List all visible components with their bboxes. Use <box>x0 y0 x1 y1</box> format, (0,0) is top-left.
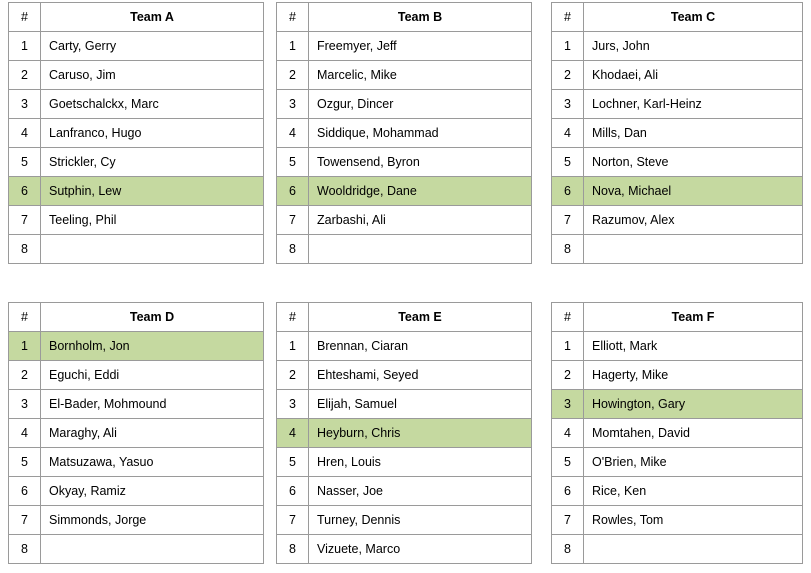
player-number: 2 <box>9 361 41 390</box>
table-row <box>9 119 264 148</box>
column-header-number: # <box>552 303 584 332</box>
table-row <box>9 477 264 506</box>
player-number: 1 <box>552 332 584 361</box>
player-number: 4 <box>277 419 309 448</box>
player-name: Caruso, Jim <box>41 61 264 90</box>
player-name: Carty, Gerry <box>41 32 264 61</box>
table-row <box>277 32 532 61</box>
player-name <box>584 235 803 264</box>
player-number: 4 <box>552 419 584 448</box>
player-name: Mills, Dan <box>584 119 803 148</box>
player-name: Eguchi, Eddi <box>41 361 264 390</box>
column-header-number: # <box>277 303 309 332</box>
player-number: 8 <box>9 535 41 564</box>
table-row <box>277 535 532 564</box>
table-row <box>277 448 532 477</box>
player-number: 3 <box>277 90 309 119</box>
player-number: 3 <box>9 390 41 419</box>
table-row <box>9 506 264 535</box>
player-name: Elijah, Samuel <box>309 390 532 419</box>
table-row <box>552 148 803 177</box>
player-number: 7 <box>552 206 584 235</box>
table-row <box>552 506 803 535</box>
player-name: Nasser, Joe <box>309 477 532 506</box>
table-row <box>9 90 264 119</box>
player-name: Ozgur, Dincer <box>309 90 532 119</box>
column-header-team-name: Team F <box>584 303 803 332</box>
player-name: Howington, Gary <box>584 390 803 419</box>
table-row <box>277 390 532 419</box>
player-name: Matsuzawa, Yasuo <box>41 448 264 477</box>
table-row <box>9 390 264 419</box>
player-name: Lochner, Karl-Heinz <box>584 90 803 119</box>
player-name: Khodaei, Ali <box>584 61 803 90</box>
team-table-team-b <box>276 2 532 264</box>
player-number: 5 <box>552 148 584 177</box>
player-name: Razumov, Alex <box>584 206 803 235</box>
table-row <box>9 177 264 206</box>
table-header-row <box>9 3 264 32</box>
table-row <box>9 361 264 390</box>
player-number: 6 <box>552 177 584 206</box>
player-number: 6 <box>277 477 309 506</box>
player-number: 7 <box>9 506 41 535</box>
table-row <box>552 477 803 506</box>
table-header-row <box>277 3 532 32</box>
player-name: Zarbashi, Ali <box>309 206 532 235</box>
player-name: O'Brien, Mike <box>584 448 803 477</box>
table-row <box>9 61 264 90</box>
table-row <box>277 61 532 90</box>
player-number: 8 <box>277 535 309 564</box>
team-table-team-f <box>551 302 803 564</box>
table-row <box>277 206 532 235</box>
player-number: 3 <box>552 90 584 119</box>
table-row <box>277 419 532 448</box>
player-name: Norton, Steve <box>584 148 803 177</box>
table-row <box>552 61 803 90</box>
table-row <box>9 235 264 264</box>
table-row <box>552 390 803 419</box>
player-number: 7 <box>9 206 41 235</box>
table-row <box>9 206 264 235</box>
player-name: Maraghy, Ali <box>41 419 264 448</box>
player-number: 7 <box>277 506 309 535</box>
player-name: Jurs, John <box>584 32 803 61</box>
table-row <box>9 535 264 564</box>
player-name: Teeling, Phil <box>41 206 264 235</box>
player-name: Rowles, Tom <box>584 506 803 535</box>
table-row <box>552 235 803 264</box>
player-name: Freemyer, Jeff <box>309 32 532 61</box>
player-name: Okyay, Ramiz <box>41 477 264 506</box>
player-number: 2 <box>9 61 41 90</box>
player-number: 4 <box>552 119 584 148</box>
team-table-team-c <box>551 2 803 264</box>
player-number: 6 <box>552 477 584 506</box>
table-row <box>277 148 532 177</box>
table-row <box>552 535 803 564</box>
table-row <box>277 477 532 506</box>
player-number: 6 <box>277 177 309 206</box>
player-name: Simmonds, Jorge <box>41 506 264 535</box>
table-row <box>277 361 532 390</box>
player-number: 3 <box>552 390 584 419</box>
player-name: Momtahen, David <box>584 419 803 448</box>
player-number: 2 <box>552 61 584 90</box>
player-name: Hagerty, Mike <box>584 361 803 390</box>
player-number: 2 <box>552 361 584 390</box>
column-header-number: # <box>9 303 41 332</box>
player-name <box>41 235 264 264</box>
table-row <box>552 32 803 61</box>
table-row <box>9 419 264 448</box>
table-row <box>9 32 264 61</box>
table-row <box>277 90 532 119</box>
player-number: 4 <box>9 119 41 148</box>
player-name: Sutphin, Lew <box>41 177 264 206</box>
player-number: 7 <box>552 506 584 535</box>
table-row <box>277 119 532 148</box>
player-name: Elliott, Mark <box>584 332 803 361</box>
table-row <box>552 332 803 361</box>
table-header-row <box>552 3 803 32</box>
player-name: Ehteshami, Seyed <box>309 361 532 390</box>
table-row <box>552 419 803 448</box>
player-name: Hren, Louis <box>309 448 532 477</box>
column-header-number: # <box>9 3 41 32</box>
player-name: Vizuete, Marco <box>309 535 532 564</box>
table-row <box>552 361 803 390</box>
player-name: El-Bader, Mohmound <box>41 390 264 419</box>
table-row <box>277 235 532 264</box>
player-name: Strickler, Cy <box>41 148 264 177</box>
player-number: 6 <box>9 477 41 506</box>
column-header-team-name: Team D <box>41 303 264 332</box>
player-number: 4 <box>9 419 41 448</box>
player-number: 8 <box>552 235 584 264</box>
table-row <box>552 177 803 206</box>
table-header-row <box>277 303 532 332</box>
team-table-team-d <box>8 302 264 564</box>
column-header-team-name: Team B <box>309 3 532 32</box>
column-header-team-name: Team C <box>584 3 803 32</box>
player-name <box>584 535 803 564</box>
player-number: 5 <box>277 148 309 177</box>
column-header-team-name: Team E <box>309 303 532 332</box>
table-row <box>552 90 803 119</box>
player-name: Heyburn, Chris <box>309 419 532 448</box>
player-number: 5 <box>9 448 41 477</box>
player-number: 3 <box>277 390 309 419</box>
table-row <box>552 206 803 235</box>
player-number: 4 <box>277 119 309 148</box>
player-name: Wooldridge, Dane <box>309 177 532 206</box>
player-number: 1 <box>552 32 584 61</box>
player-name: Brennan, Ciaran <box>309 332 532 361</box>
column-header-number: # <box>552 3 584 32</box>
table-row <box>9 148 264 177</box>
player-number: 8 <box>9 235 41 264</box>
player-number: 7 <box>277 206 309 235</box>
table-row <box>277 506 532 535</box>
player-number: 1 <box>277 32 309 61</box>
player-number: 2 <box>277 61 309 90</box>
player-number: 2 <box>277 361 309 390</box>
player-number: 5 <box>277 448 309 477</box>
player-number: 5 <box>552 448 584 477</box>
player-number: 1 <box>9 332 41 361</box>
table-header-row <box>9 303 264 332</box>
column-header-team-name: Team A <box>41 3 264 32</box>
table-row <box>552 448 803 477</box>
player-name: Marcelic, Mike <box>309 61 532 90</box>
player-name: Lanfranco, Hugo <box>41 119 264 148</box>
player-name <box>309 235 532 264</box>
table-row <box>9 332 264 361</box>
player-number: 6 <box>9 177 41 206</box>
table-row <box>277 332 532 361</box>
player-name: Bornholm, Jon <box>41 332 264 361</box>
player-name: Turney, Dennis <box>309 506 532 535</box>
player-name: Nova, Michael <box>584 177 803 206</box>
table-row <box>552 119 803 148</box>
player-name: Siddique, Mohammad <box>309 119 532 148</box>
player-name: Goetschalckx, Marc <box>41 90 264 119</box>
table-row <box>9 448 264 477</box>
team-table-team-e <box>276 302 532 564</box>
player-number: 8 <box>277 235 309 264</box>
player-number: 8 <box>552 535 584 564</box>
player-number: 1 <box>9 32 41 61</box>
table-row <box>277 177 532 206</box>
player-number: 1 <box>277 332 309 361</box>
player-name <box>41 535 264 564</box>
column-header-number: # <box>277 3 309 32</box>
table-header-row <box>552 303 803 332</box>
player-name: Rice, Ken <box>584 477 803 506</box>
player-number: 3 <box>9 90 41 119</box>
player-name: Towensend, Byron <box>309 148 532 177</box>
team-table-team-a <box>8 2 264 264</box>
player-number: 5 <box>9 148 41 177</box>
